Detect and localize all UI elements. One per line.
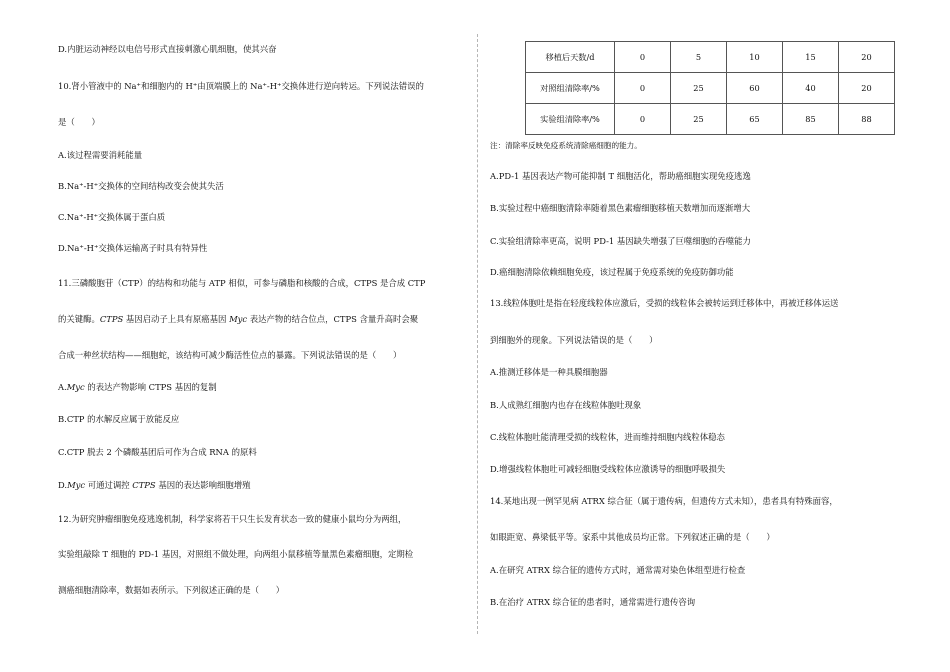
q10-option-a: A.该过程需要消耗能量 (58, 150, 143, 160)
table-cell: 0 (615, 73, 671, 104)
table-cell: 88 (839, 104, 895, 135)
table-row (526, 73, 895, 104)
q13-option-d: D.增强线粒体胞吐可减轻细胞受线粒体应激诱导的细胞呼吸损失 (490, 464, 726, 474)
q11-option-d: D.Myc 可通过调控 CTPS 基因的表达影响细胞增殖 (58, 480, 251, 490)
q12-stem-line1: 12.为研究肿瘤细胞免疫逃逸机制，科学家将若干只生长发育状态一致的健康小鼠均分为两组， (58, 514, 407, 524)
q11-option-a: A.Myc 的表达产物影响 CTPS 基因的复制 (58, 382, 217, 392)
table-cell: 0 (615, 104, 671, 135)
q11-option-c: C.CTP 脱去 2 个磷酸基团后可作为合成 RNA 的原料 (58, 447, 257, 457)
table-cell: 25 (671, 73, 727, 104)
table-cell: 5 (671, 42, 727, 73)
table-cell: 10 (727, 42, 783, 73)
table-cell: 25 (671, 104, 727, 135)
q12-option-c: C.实验组清除率更高，说明 PD-1 基因缺失增强了巨噬细胞的吞噬能力 (490, 236, 751, 246)
q13-option-a: A.推测迁移体是一种具膜细胞器 (490, 367, 608, 377)
q12-stem-line2: 实验组敲除 T 细胞的 PD-1 基因，对照组不做处理，向两组小鼠移植等量黑色素瘤细胞，定期检 (58, 549, 414, 559)
q10-stem-line1: 10.肾小管液中的 Na⁺和细胞内的 H⁺由顶端膜上的 Na⁺-H⁺交换体进行逆向转运。下列说法错误的 (58, 81, 424, 91)
table-row (526, 42, 895, 73)
row-header: 移植后天数/d (526, 42, 615, 73)
row-header: 对照组清除率/% (526, 73, 615, 104)
q10-option-c: C.Na⁺-H⁺交换体属于蛋白质 (58, 212, 166, 222)
table-cell: 20 (839, 73, 895, 104)
table-cell: 60 (727, 73, 783, 104)
q13-option-c: C.线粒体胞吐能清理受损的线粒体，进而维持细胞内线粒体稳态 (490, 432, 725, 442)
table-row (526, 104, 895, 135)
table-cell: 15 (783, 42, 839, 73)
q12-option-d: D.癌细胞清除依赖细胞免疫，该过程属于免疫系统的免疫防御功能 (490, 267, 734, 277)
q9-option-d: D.内脏运动神经以电信号形式直接刺激心肌细胞，使其兴奋 (58, 44, 277, 54)
table-cell: 20 (839, 42, 895, 73)
q11-stem-line3: 合成一种丝状结构——细胞蛇，该结构可减少酶活性位点的暴露。下列说法错误的是（ ） (58, 350, 402, 360)
q12-option-b: B.实验过程中癌细胞清除率随着黑色素瘤细胞移植天数增加而逐渐增大 (490, 203, 751, 213)
q11-stem-line2: 的关键酶。CTPS 基因启动子上具有原癌基因 Myc 表达产物的结合位点，CTPS 含量升高时会聚 (58, 314, 419, 324)
q10-stem-line2: 是（ ） (58, 117, 100, 127)
q12-option-a: A.PD-1 基因表达产物可能抑制 T 细胞活化，帮助癌细胞实现免疫逃逸 (490, 171, 751, 181)
table-note: 注：清除率反映免疫系统清除癌细胞的能力。 (490, 141, 642, 150)
table-cell: 0 (615, 42, 671, 73)
q13-option-b: B.人成熟红细胞内也存在线粒体胞吐现象 (490, 400, 642, 410)
q11-option-b: B.CTP 的水解反应属于放能反应 (58, 414, 180, 424)
q13-stem-line2: 到细胞外的现象。下列说法错误的是（ ） (490, 335, 658, 345)
column-divider (477, 34, 478, 634)
q12-stem-line3: 测癌细胞清除率，数据如表所示。下列叙述正确的是（ ） (58, 585, 285, 595)
q13-stem-line1: 13.线粒体胞吐是指在轻度线粒体应激后，受损的线粒体会被转运到迁移体中，再被迁移体运送 (490, 298, 839, 308)
q10-option-d: D.Na⁺-H⁺交换体运输离子时具有特异性 (58, 243, 208, 253)
q11-stem-line1: 11.三磷酸胞苷（CTP）的结构和功能与 ATP 相似，可参与磷脂和核酸的合成，CTPS 是合成 CTP (58, 278, 426, 288)
table-cell: 40 (783, 73, 839, 104)
clearance-table (525, 41, 895, 135)
table-cell: 65 (727, 104, 783, 135)
q10-option-b: B.Na⁺-H⁺交换体的空间结构改变会使其失活 (58, 181, 224, 191)
q14-stem-line2: 如眼距宽、鼻梁低平等。家系中其他成员均正常。下列叙述正确的是（ ） (490, 532, 775, 542)
row-header: 实验组清除率/% (526, 104, 615, 135)
q14-option-a: A.在研究 ATRX 综合征的遗传方式时，通常需对染色体组型进行检查 (490, 565, 746, 575)
table-cell: 85 (783, 104, 839, 135)
q14-stem-line1: 14.某地出现一例罕见病 ATRX 综合征（属于遗传病，但遗传方式未知），患者具有特殊面容， (490, 496, 838, 506)
q14-option-b: B.在治疗 ATRX 综合征的患者时，通常需进行遗传咨询 (490, 597, 696, 607)
